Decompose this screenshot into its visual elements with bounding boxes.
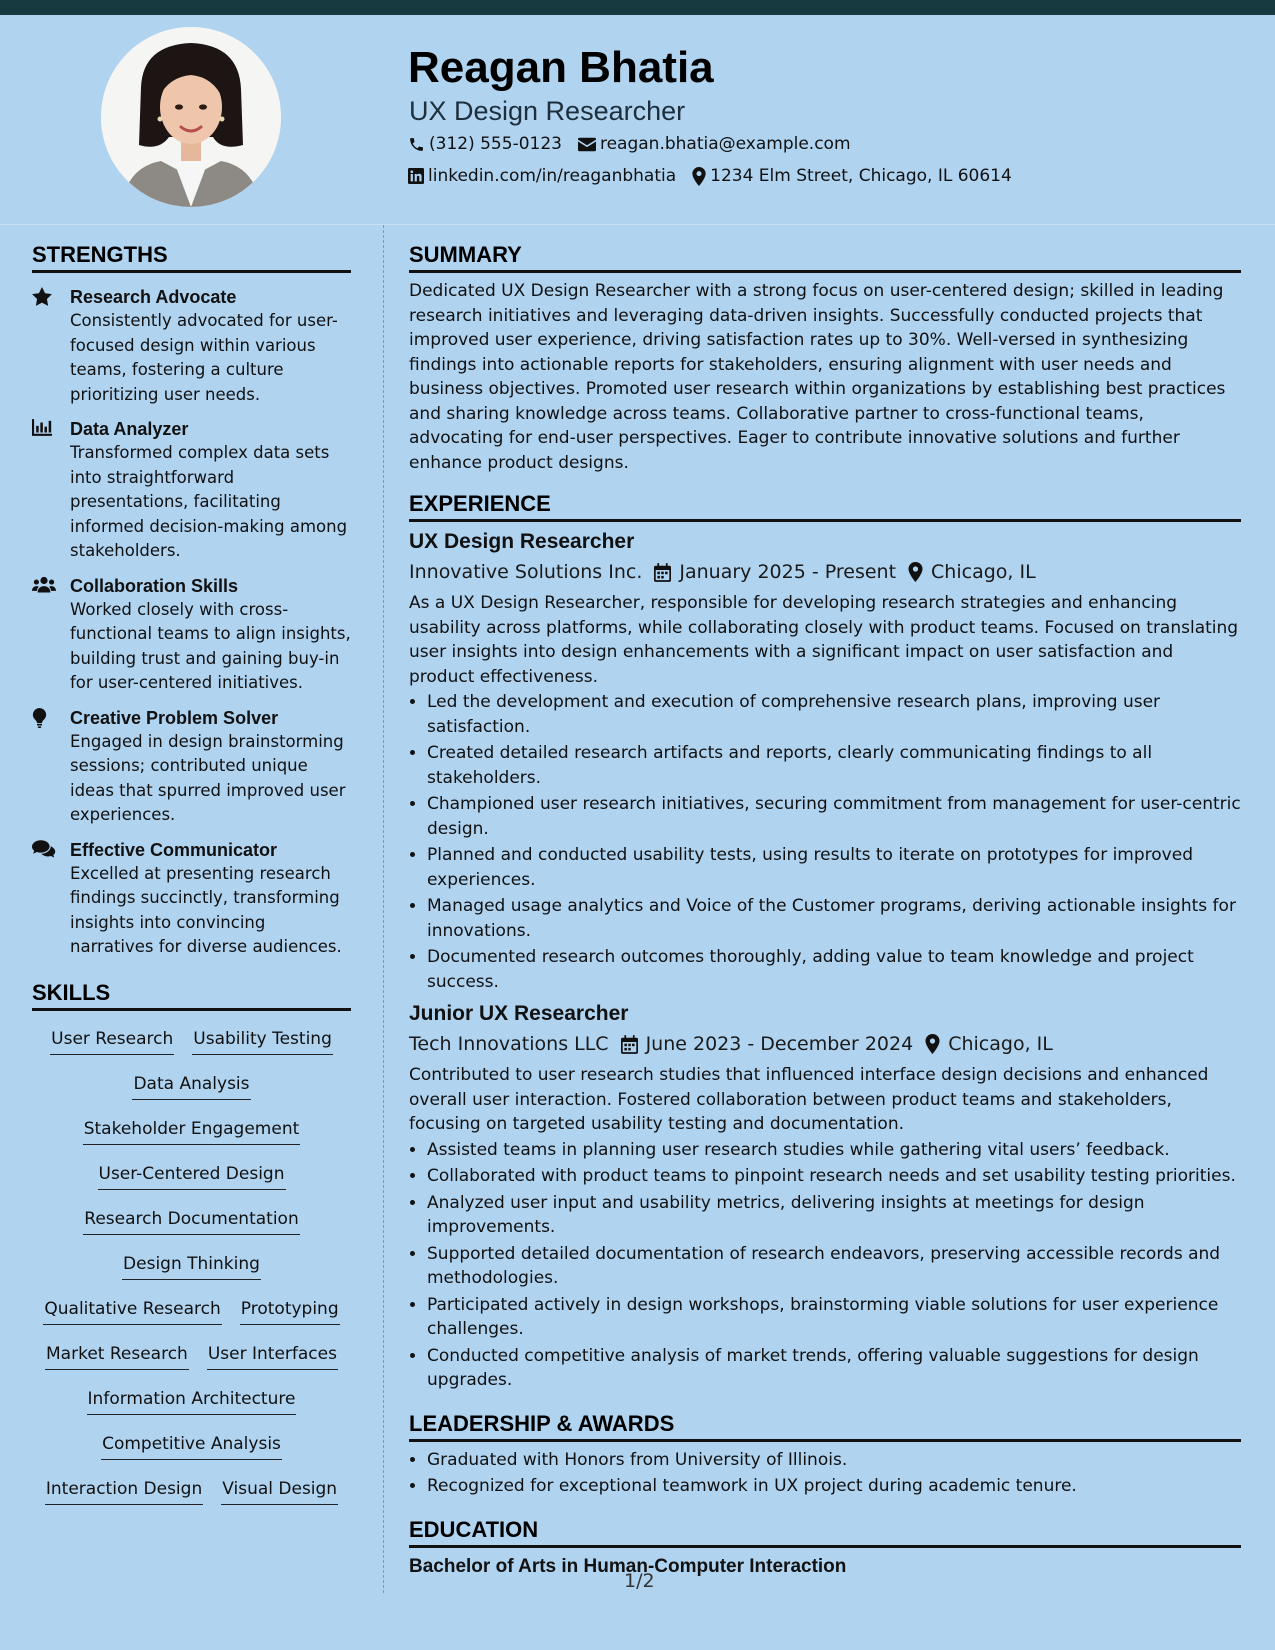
page-number: 1/2: [624, 1570, 655, 1592]
contact-row-1: [408, 134, 867, 154]
comments-icon: [32, 840, 56, 858]
skill-tag: Usability Testing: [192, 1027, 333, 1055]
list-item: • Planned and conducted usability tests, using results to iterate on prototypes for improved experiences.: [427, 843, 1241, 892]
skill-tag: Qualitative Research: [43, 1297, 221, 1325]
address-text: 1234 Elm Street, Chicago, IL 60614: [710, 166, 1012, 186]
skill-tag: Visual Design: [221, 1477, 338, 1505]
strength-title: Effective Communicator: [70, 839, 278, 860]
calendar-icon: [654, 563, 671, 582]
summary-text: Dedicated UX Design Researcher with a strong focus on user-centered design; skilled in leading research initiatives and leveraging data-driven insights. Successfully conducted projects that improved user experience, driving satisfaction rates up to 30%. Well-versed in synthesizing findings into actionable reports for stakeholders, ensuring alignment with user needs and business objectives. Promoted user research within organizations by establishing best practices and sharing knowledge across teams. Collaborative partner to cross-functional teams, advocating for end-user perspectives. Eager to contribute innovative solutions and further enhance product designs.: [409, 281, 1226, 473]
strength-desc: Transformed complex data sets into straightforward presentations, facilitating informed decision-making among stakeholders.: [70, 443, 348, 560]
job-location: Chicago, IL: [931, 561, 1036, 583]
linkedin-text[interactable]: linkedin.com/in/reaganbhatia: [428, 166, 677, 186]
skill-tag: Prototyping: [240, 1297, 340, 1325]
education-heading: EDUCATION: [409, 1515, 1241, 1548]
lightbulb-icon: [32, 708, 47, 728]
skill-tag: Research Documentation: [83, 1207, 299, 1235]
summary-heading: SUMMARY: [409, 240, 1241, 273]
skill-tag: Interaction Design: [45, 1477, 203, 1505]
job-location: Chicago, IL: [948, 1033, 1053, 1055]
leadership-heading: LEADERSHIP & AWARDS: [409, 1409, 1241, 1442]
skill-tag: Design Thinking: [122, 1252, 261, 1280]
skill-tag: Stakeholder Engagement: [83, 1117, 301, 1145]
strength-item: [32, 706, 351, 828]
job-company: Innovative Solutions Inc.: [409, 561, 643, 583]
profile-photo: [101, 27, 281, 207]
main-content: [409, 240, 1241, 1580]
phone-text: (312) 555-0123: [429, 134, 562, 154]
list-item: • Participated actively in design workshops, brainstorming viable solutions for user experience challenges.: [427, 1293, 1241, 1342]
job-meta: [409, 1029, 1241, 1059]
job-bullets: [409, 690, 1241, 994]
job-company: Tech Innovations LLC: [409, 1033, 609, 1055]
email-contact[interactable]: [578, 134, 851, 154]
job-bullets: [409, 1138, 1241, 1393]
top-bar: [0, 0, 1275, 15]
linkedin-contact[interactable]: [408, 166, 676, 186]
skills-heading: SKILLS: [32, 978, 351, 1011]
list-item: • Assisted teams in planning user research studies while gathering vital users’ feedback.: [427, 1138, 1241, 1163]
leadership-list: [409, 1448, 1241, 1499]
experience-heading: EXPERIENCE: [409, 489, 1241, 522]
map-pin-icon: [908, 562, 923, 582]
strength-item: [32, 285, 351, 407]
email-text[interactable]: reagan.bhatia@example.com: [599, 134, 851, 154]
strength-title: Data Analyzer: [70, 419, 189, 439]
contact-row-2: [408, 166, 1028, 186]
strength-title: Research Advocate: [70, 287, 237, 307]
list-item: • Championed user research initiatives, securing commitment from management for user-centric design.: [427, 792, 1241, 841]
list-item: • Conducted competitive analysis of market trends, offering valuable suggestions for design upgrades.: [427, 1344, 1241, 1393]
strength-desc: Excelled at presenting research findings succinctly, transforming insights into convincing narratives for diverse audiences.: [70, 863, 342, 956]
skill-tag: User-Centered Design: [98, 1162, 286, 1190]
skill-tag: User Interfaces: [207, 1342, 338, 1370]
job-meta: [409, 557, 1241, 587]
list-item: • Managed usage analytics and Voice of the Customer programs, deriving actionable insights for innovations.: [427, 894, 1241, 943]
job-description: As a UX Design Researcher, responsible for developing research strategies and enhancing usability across platforms, while collaborating closely with product teams. Focused on translating user insights into design enhancements with a significant impact on user satisfaction and product effectiveness.: [409, 593, 1239, 687]
experience-entry: [409, 528, 1241, 994]
address-contact: [692, 166, 1012, 186]
job-description: Contributed to user research studies that influenced interface design decisions and enhanced overall user interaction. Fostered collaboration between product teams and stakeholders, focusing on targeted usability testing and documentation.: [409, 1065, 1209, 1134]
list-item: • Collaborated with product teams to pinpoint research needs and set usability testing priorities.: [427, 1164, 1241, 1189]
column-divider: [383, 225, 384, 1593]
education-degree: Bachelor of Arts in Human-Computer Interaction: [409, 1555, 847, 1577]
strength-title: Collaboration Skills: [70, 575, 239, 596]
list-item: • Analyzed user input and usability metrics, delivering insights at meetings for design improvements.: [427, 1191, 1241, 1240]
list-item: • Created detailed research artifacts and reports, clearly communicating findings to all stakeholders.: [427, 741, 1241, 790]
strength-desc: Worked closely with cross-functional teams to align insights, building trust and gaining buy-in for user-centered initiatives.: [70, 599, 351, 692]
job-dates: June 2023 - December 2024: [645, 1033, 914, 1055]
list-item: • Documented research outcomes thoroughly, adding value to team knowledge and project success.: [427, 945, 1241, 994]
phone-icon: [408, 136, 425, 153]
skill-tag: User Research: [50, 1027, 174, 1055]
envelope-icon: [578, 137, 596, 152]
sidebar: [32, 240, 351, 1522]
calendar-icon: [621, 1035, 638, 1054]
strengths-heading: STRENGTHS: [32, 240, 351, 273]
strength-item: [32, 574, 351, 696]
strength-desc: Engaged in design brainstorming sessions; contributed unique ideas that spurred improved user experiences.: [70, 731, 346, 824]
strength-desc: Consistently advocated for user-focused design within various teams, fostering a culture prioritizing user needs.: [70, 311, 338, 404]
skill-tag: Information Architecture: [87, 1387, 297, 1415]
users-icon: [32, 576, 56, 593]
list-item: • Supported detailed documentation of research endeavors, preserving accessible records and methodologies.: [427, 1242, 1241, 1291]
candidate-title: UX Design Researcher: [409, 96, 686, 126]
header-divider: [0, 224, 1275, 225]
skills-list: [32, 1023, 351, 1522]
list-item: • Graduated with Honors from University of Illinois.: [427, 1448, 1241, 1473]
skill-tag: Competitive Analysis: [101, 1432, 282, 1460]
strength-item: [32, 417, 351, 564]
skill-tag: Data Analysis: [132, 1072, 250, 1100]
list-item: • Recognized for exceptional teamwork in UX project during academic tenure.: [427, 1474, 1241, 1499]
map-pin-icon: [692, 167, 706, 186]
linkedin-icon: [408, 168, 424, 184]
job-title: UX Design Researcher: [409, 530, 635, 553]
phone-contact: [408, 134, 562, 154]
job-title: Junior UX Researcher: [409, 1002, 629, 1025]
map-pin-icon: [925, 1034, 940, 1054]
candidate-name: Reagan Bhatia: [408, 43, 714, 92]
list-item: • Led the development and execution of comprehensive research plans, improving user satisfaction.: [427, 690, 1241, 739]
job-dates: January 2025 - Present: [679, 561, 897, 583]
star-icon: [32, 287, 52, 306]
skill-tag: Market Research: [45, 1342, 189, 1370]
experience-entry: [409, 1000, 1241, 1393]
bar-chart-icon: [32, 419, 52, 436]
strength-title: Creative Problem Solver: [70, 707, 279, 728]
strength-item: [32, 838, 351, 960]
